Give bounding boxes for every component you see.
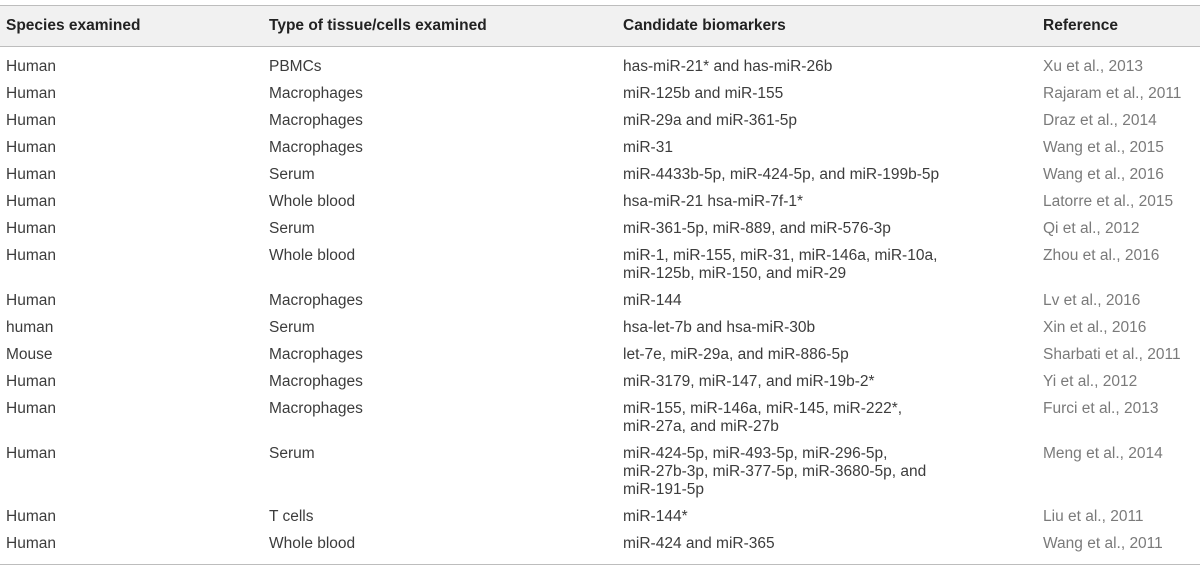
- cell-tissue: [263, 215, 617, 242]
- cell-species: [0, 530, 263, 565]
- cell-species-text: Mouse: [6, 346, 53, 363]
- cell-biomarkers: [617, 80, 1037, 107]
- biomarker-table: [0, 5, 1200, 565]
- cell-reference: [1037, 287, 1200, 314]
- cell-species-text: Human: [6, 166, 56, 183]
- cell-tissue: [263, 47, 617, 81]
- cell-reference: [1037, 440, 1200, 503]
- cell-biomarkers: [617, 242, 1037, 287]
- cell-reference: [1037, 134, 1200, 161]
- cell-biomarkers-text: miR-144*: [623, 508, 688, 525]
- cell-tissue: [263, 368, 617, 395]
- cell-reference: [1037, 530, 1200, 565]
- header-reference: Reference: [1037, 6, 1200, 47]
- cell-reference-text: Wang et al., 2015: [1043, 139, 1164, 156]
- cell-reference: [1037, 242, 1200, 287]
- cell-species-text: Human: [6, 400, 56, 417]
- cell-tissue: [263, 188, 617, 215]
- cell-species: [0, 188, 263, 215]
- cell-biomarkers: [617, 188, 1037, 215]
- cell-biomarkers: [617, 341, 1037, 368]
- cell-species-text: Human: [6, 292, 56, 309]
- cell-biomarkers: [617, 161, 1037, 188]
- table-row: [0, 368, 1200, 395]
- table-row: [0, 215, 1200, 242]
- table-row: [0, 47, 1200, 81]
- cell-reference-text: Rajaram et al., 2011: [1043, 85, 1182, 102]
- cell-species-text: Human: [6, 58, 56, 75]
- cell-biomarkers: [617, 368, 1037, 395]
- cell-tissue: [263, 134, 617, 161]
- cell-biomarkers-text: hsa-miR-21 hsa-miR-7f-1*: [623, 193, 804, 210]
- cell-reference-text: Sharbati et al., 2011: [1043, 346, 1181, 363]
- header-species: Species examined: [0, 6, 263, 47]
- cell-biomarkers-text: miR-1, miR-155, miR-31, miR-146a, miR-10a, miR-125b, miR-150, and miR-29: [623, 247, 938, 282]
- cell-biomarkers-text: miR-4433b-5p, miR-424-5p, and miR-199b-5p: [623, 166, 940, 183]
- cell-species-text: Human: [6, 535, 56, 552]
- cell-species: [0, 215, 263, 242]
- cell-biomarkers: [617, 134, 1037, 161]
- table-row: [0, 314, 1200, 341]
- cell-reference-text: Xin et al., 2016: [1043, 319, 1147, 336]
- cell-species: [0, 161, 263, 188]
- cell-species-text: Human: [6, 193, 56, 210]
- table-row: [0, 287, 1200, 314]
- cell-biomarkers-text: miR-361-5p, miR-889, and miR-576-3p: [623, 220, 891, 237]
- cell-species: [0, 134, 263, 161]
- header-tissue: Type of tissue/cells examined: [263, 6, 617, 47]
- cell-reference-text: Meng et al., 2014: [1043, 445, 1163, 462]
- cell-tissue: [263, 80, 617, 107]
- cell-tissue: [263, 503, 617, 530]
- cell-reference: [1037, 47, 1200, 81]
- cell-reference: [1037, 503, 1200, 530]
- cell-species: [0, 287, 263, 314]
- cell-biomarkers-text: miR-424-5p, miR-493-5p, miR-296-5p, miR-27b-3p, miR-377-5p, miR-3680-5p, and miR-191-5p: [623, 445, 927, 498]
- cell-reference-text: Lv et al., 2016: [1043, 292, 1141, 309]
- cell-reference-text: Xu et al., 2013: [1043, 58, 1143, 75]
- cell-tissue: [263, 242, 617, 287]
- cell-reference-text: Furci et al., 2013: [1043, 400, 1159, 417]
- cell-species-text: Human: [6, 139, 56, 156]
- cell-species-text: human: [6, 319, 54, 336]
- cell-tissue: [263, 314, 617, 341]
- cell-biomarkers: [617, 47, 1037, 81]
- header-biomarkers: Candidate biomarkers: [617, 6, 1037, 47]
- cell-biomarkers: [617, 287, 1037, 314]
- cell-tissue-text: Serum: [269, 445, 315, 462]
- cell-species-text: Human: [6, 220, 56, 237]
- table-row: [0, 80, 1200, 107]
- cell-biomarkers: [617, 440, 1037, 503]
- cell-species: [0, 107, 263, 134]
- table-row: [0, 188, 1200, 215]
- cell-species-text: Human: [6, 112, 56, 129]
- cell-tissue-text: Serum: [269, 166, 315, 183]
- cell-biomarkers: [617, 107, 1037, 134]
- cell-tissue-text: T cells: [269, 508, 314, 525]
- table-row: [0, 134, 1200, 161]
- cell-tissue: [263, 287, 617, 314]
- table-row: [0, 341, 1200, 368]
- cell-reference-text: Latorre et al., 2015: [1043, 193, 1174, 210]
- cell-tissue-text: PBMCs: [269, 58, 322, 75]
- cell-tissue: [263, 341, 617, 368]
- cell-tissue: [263, 107, 617, 134]
- cell-tissue: [263, 530, 617, 565]
- cell-tissue-text: Macrophages: [269, 85, 363, 102]
- cell-tissue-text: Whole blood: [269, 247, 356, 264]
- cell-reference: [1037, 215, 1200, 242]
- cell-species: [0, 314, 263, 341]
- cell-species-text: Human: [6, 508, 56, 525]
- table-header: [0, 6, 1200, 47]
- cell-tissue-text: Macrophages: [269, 112, 363, 129]
- cell-tissue-text: Whole blood: [269, 535, 356, 552]
- table-row: [0, 395, 1200, 440]
- cell-tissue: [263, 161, 617, 188]
- cell-species: [0, 242, 263, 287]
- cell-reference-text: Wang et al., 2011: [1043, 535, 1163, 552]
- cell-reference-text: Yi et al., 2012: [1043, 373, 1138, 390]
- cell-biomarkers-text: hsa-let-7b and hsa-miR-30b: [623, 319, 816, 336]
- cell-species-text: Human: [6, 85, 56, 102]
- cell-biomarkers-text: miR-155, miR-146a, miR-145, miR-222*, miR-27a, and miR-27b: [623, 400, 903, 435]
- cell-biomarkers-text: let-7e, miR-29a, and miR-886-5p: [623, 346, 849, 363]
- cell-species: [0, 440, 263, 503]
- cell-tissue-text: Serum: [269, 319, 315, 336]
- cell-tissue-text: Whole blood: [269, 193, 356, 210]
- cell-reference: [1037, 395, 1200, 440]
- cell-biomarkers-text: miR-29a and miR-361-5p: [623, 112, 798, 129]
- cell-reference-text: Draz et al., 2014: [1043, 112, 1157, 129]
- table-row: [0, 242, 1200, 287]
- cell-reference: [1037, 368, 1200, 395]
- cell-species: [0, 503, 263, 530]
- cell-biomarkers: [617, 215, 1037, 242]
- cell-biomarkers: [617, 503, 1037, 530]
- cell-biomarkers-text: miR-125b and miR-155: [623, 85, 784, 102]
- cell-reference: [1037, 80, 1200, 107]
- cell-reference-text: Zhou et al., 2016: [1043, 247, 1160, 264]
- header-row: [0, 6, 1200, 47]
- cell-biomarkers-text: miR-31: [623, 139, 673, 156]
- cell-reference-text: Qi et al., 2012: [1043, 220, 1140, 237]
- cell-species-text: Human: [6, 445, 56, 462]
- cell-biomarkers: [617, 530, 1037, 565]
- cell-tissue: [263, 440, 617, 503]
- cell-species: [0, 368, 263, 395]
- table-row: [0, 161, 1200, 188]
- cell-biomarkers: [617, 395, 1037, 440]
- cell-tissue-text: Macrophages: [269, 346, 363, 363]
- cell-tissue-text: Macrophages: [269, 139, 363, 156]
- table-row: [0, 503, 1200, 530]
- cell-reference: [1037, 107, 1200, 134]
- cell-reference: [1037, 314, 1200, 341]
- cell-species: [0, 341, 263, 368]
- cell-biomarkers: [617, 314, 1037, 341]
- cell-tissue-text: Macrophages: [269, 373, 363, 390]
- cell-tissue: [263, 395, 617, 440]
- cell-tissue-text: Serum: [269, 220, 315, 237]
- table-row: [0, 440, 1200, 503]
- table-row: [0, 107, 1200, 134]
- cell-species: [0, 395, 263, 440]
- cell-reference: [1037, 161, 1200, 188]
- cell-biomarkers-text: miR-144: [623, 292, 682, 309]
- table-row: [0, 530, 1200, 565]
- cell-species-text: Human: [6, 373, 56, 390]
- cell-biomarkers-text: miR-424 and miR-365: [623, 535, 775, 552]
- cell-species: [0, 47, 263, 81]
- cell-tissue-text: Macrophages: [269, 292, 363, 309]
- cell-biomarkers-text: has-miR-21* and has-miR-26b: [623, 58, 833, 75]
- cell-reference-text: Wang et al., 2016: [1043, 166, 1164, 183]
- cell-species-text: Human: [6, 247, 56, 264]
- cell-reference-text: Liu et al., 2011: [1043, 508, 1144, 525]
- cell-reference: [1037, 341, 1200, 368]
- table-body: [0, 47, 1200, 565]
- cell-tissue-text: Macrophages: [269, 400, 363, 417]
- cell-biomarkers-text: miR-3179, miR-147, and miR-19b-2*: [623, 373, 875, 390]
- cell-reference: [1037, 188, 1200, 215]
- cell-species: [0, 80, 263, 107]
